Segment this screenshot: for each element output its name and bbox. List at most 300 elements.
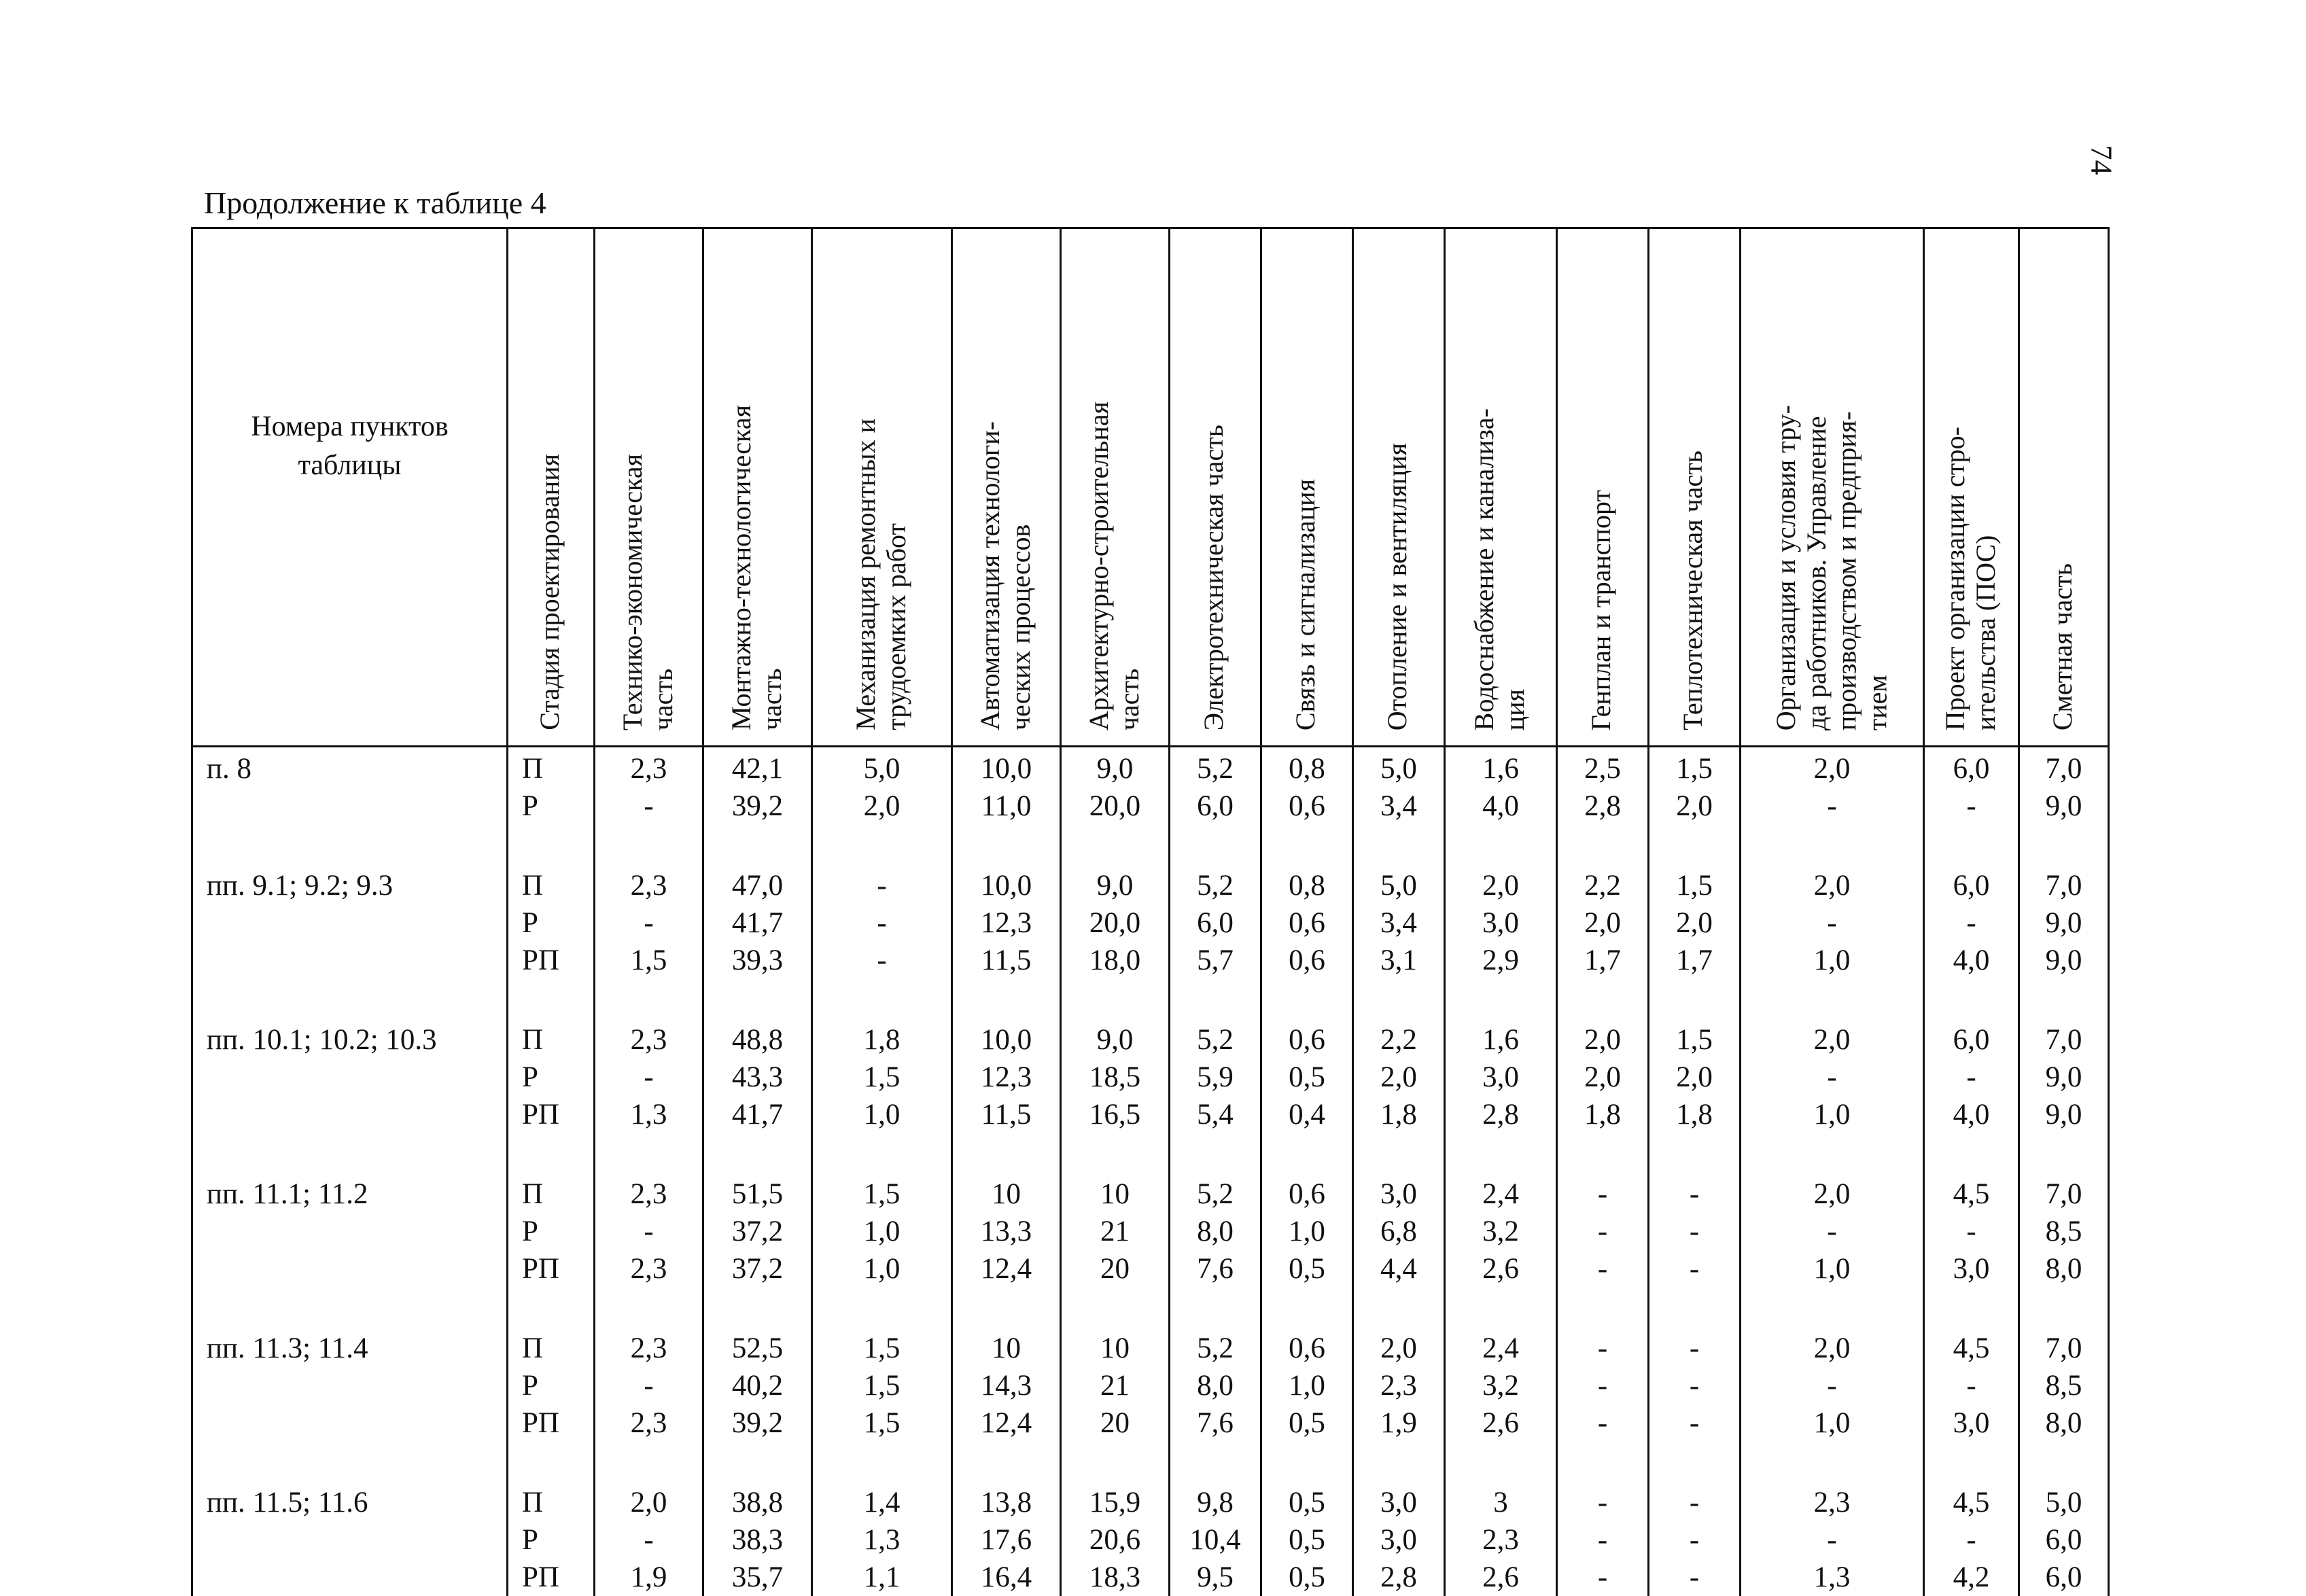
cell-value: 11,5 bbox=[953, 942, 1060, 979]
stage-value: РП bbox=[522, 1250, 593, 1288]
stage-value: Р bbox=[522, 904, 593, 942]
value-cell bbox=[703, 1173, 812, 1288]
header-electrical-label: Электротехническая часть bbox=[1199, 425, 1229, 730]
cell-value: - bbox=[813, 867, 951, 904]
header-architectural-label: Архитектурно-строительная часть bbox=[1084, 402, 1145, 730]
spacer-cell bbox=[812, 1133, 952, 1173]
cell-value: 1,0 bbox=[1741, 1096, 1923, 1133]
cell-value: 4,0 bbox=[1925, 942, 2018, 979]
header-heat-engineering-label: Теплотехническая часть bbox=[1678, 450, 1709, 730]
value-cell bbox=[2019, 747, 2109, 826]
cell-value: - bbox=[1558, 1521, 1647, 1559]
cell-value: - bbox=[1558, 1175, 1647, 1213]
value-cell bbox=[1445, 1173, 1557, 1288]
cell-value: - bbox=[1649, 1330, 1739, 1367]
value-cell bbox=[1061, 747, 1170, 826]
value-cell bbox=[1649, 747, 1741, 826]
value-cell bbox=[952, 747, 1061, 826]
cell-value: - bbox=[1925, 1059, 2018, 1096]
cell-value: 1,1 bbox=[813, 1559, 951, 1596]
cell-value: 2,0 bbox=[1558, 904, 1647, 942]
cell-value: - bbox=[1925, 787, 2018, 825]
value-cell bbox=[2019, 1327, 2109, 1442]
cell-value: 39,3 bbox=[704, 942, 811, 979]
value-cell bbox=[812, 1327, 952, 1442]
cell-value: 37,2 bbox=[704, 1250, 811, 1288]
cell-value: 12,3 bbox=[953, 1059, 1060, 1096]
spacer-cell bbox=[1741, 979, 1924, 1018]
cell-value: 1,9 bbox=[1354, 1404, 1444, 1442]
cell-value: 43,3 bbox=[704, 1059, 811, 1096]
cell-value: 2,0 bbox=[1741, 750, 1923, 787]
value-cell bbox=[1741, 1018, 1924, 1133]
cell-value: 1,6 bbox=[1446, 750, 1556, 787]
spacer-cell bbox=[1557, 1442, 1649, 1481]
stage-value: РП bbox=[522, 942, 593, 979]
cell-value: 2,0 bbox=[1741, 867, 1923, 904]
value-cell bbox=[1261, 1327, 1353, 1442]
cell-value: - bbox=[1558, 1484, 1647, 1521]
cell-value: 1,3 bbox=[595, 1096, 702, 1133]
spacer-cell bbox=[2019, 1288, 2109, 1327]
cell-value: 38,3 bbox=[704, 1521, 811, 1559]
spacer-cell bbox=[1649, 1288, 1741, 1327]
cell-value: 2,0 bbox=[595, 1484, 702, 1521]
value-cell bbox=[1170, 1327, 1261, 1442]
value-cell bbox=[812, 747, 952, 826]
cell-value: 4,0 bbox=[1925, 1096, 2018, 1133]
cell-value: 0,8 bbox=[1262, 750, 1352, 787]
cell-value: - bbox=[1741, 1521, 1923, 1559]
cell-value: 40,2 bbox=[704, 1367, 811, 1404]
table-row bbox=[192, 1018, 2109, 1133]
cell-value: - bbox=[1649, 1250, 1739, 1288]
spacer-cell bbox=[1649, 1133, 1741, 1173]
header-architectural bbox=[1061, 228, 1170, 747]
cell-value: 1,0 bbox=[1741, 1404, 1923, 1442]
cell-value: 1,5 bbox=[813, 1330, 951, 1367]
stage-value: Р bbox=[522, 1367, 593, 1404]
cell-value: 20,0 bbox=[1062, 904, 1168, 942]
cell-value: 2,3 bbox=[595, 1175, 702, 1213]
spacer-cell bbox=[812, 1288, 952, 1327]
cell-value: 4,5 bbox=[1925, 1330, 2018, 1367]
cell-value: - bbox=[1649, 1367, 1739, 1404]
value-cell bbox=[1557, 747, 1649, 826]
cell-value: - bbox=[1741, 1213, 1923, 1250]
spacer-cell bbox=[1445, 1288, 1557, 1327]
header-technical-economic bbox=[595, 228, 703, 747]
cell-value: 16,4 bbox=[953, 1559, 1060, 1596]
group-spacer bbox=[192, 1442, 2109, 1481]
cell-value: 4,5 bbox=[1925, 1484, 2018, 1521]
cell-value: 2,0 bbox=[1649, 787, 1739, 825]
cell-value: - bbox=[1925, 1213, 2018, 1250]
header-electrical bbox=[1170, 228, 1261, 747]
cell-value: 1,5 bbox=[1649, 867, 1739, 904]
header-automation bbox=[952, 228, 1061, 747]
value-cell bbox=[1170, 747, 1261, 826]
cell-value: 1,5 bbox=[813, 1175, 951, 1213]
spacer-cell bbox=[595, 1133, 703, 1173]
cell-value: 1,5 bbox=[595, 942, 702, 979]
cell-value: 51,5 bbox=[704, 1175, 811, 1213]
spacer-cell bbox=[192, 979, 508, 1018]
value-cell bbox=[1649, 1173, 1741, 1288]
spacer-cell bbox=[1649, 1442, 1741, 1481]
spacer-cell bbox=[703, 1288, 812, 1327]
cell-value: - bbox=[1558, 1559, 1647, 1596]
value-cell bbox=[1061, 1327, 1170, 1442]
value-cell bbox=[1445, 1018, 1557, 1133]
spacer-cell bbox=[952, 1133, 1061, 1173]
cell-value: 10,0 bbox=[953, 1021, 1060, 1059]
value-cell bbox=[1445, 1327, 1557, 1442]
cell-value: 3,0 bbox=[1354, 1521, 1444, 1559]
cell-value: 0,6 bbox=[1262, 1021, 1352, 1059]
cell-value: 38,8 bbox=[704, 1484, 811, 1521]
cell-value: 3,0 bbox=[1354, 1175, 1444, 1213]
cell-value: 1,4 bbox=[813, 1484, 951, 1521]
cell-value: 1,5 bbox=[813, 1404, 951, 1442]
item-number-cell bbox=[192, 1327, 508, 1442]
value-cell bbox=[1741, 1327, 1924, 1442]
spacer-cell bbox=[2019, 825, 2109, 864]
cell-value: 1,8 bbox=[1558, 1096, 1647, 1133]
cell-value: 1,3 bbox=[813, 1521, 951, 1559]
spacer-cell bbox=[192, 1288, 508, 1327]
cell-value: 0,6 bbox=[1262, 1175, 1352, 1213]
cell-value: 2,0 bbox=[813, 787, 951, 825]
cell-value: 9,0 bbox=[1062, 750, 1168, 787]
value-cell bbox=[1741, 1173, 1924, 1288]
cell-value: 1,9 bbox=[595, 1559, 702, 1596]
spacer-cell bbox=[1353, 1288, 1445, 1327]
cell-value: 1,5 bbox=[1649, 750, 1739, 787]
spacer-cell bbox=[703, 979, 812, 1018]
cell-value: 2,0 bbox=[1741, 1330, 1923, 1367]
header-technical-economic-label: Технико-экономическая часть bbox=[618, 454, 679, 730]
value-cell bbox=[703, 747, 812, 826]
table-caption: Продолжение к таблице 4 bbox=[204, 185, 546, 221]
cell-value: 9,0 bbox=[2020, 1059, 2108, 1096]
cell-value: 3 bbox=[1446, 1484, 1556, 1521]
spacer-cell bbox=[1170, 1442, 1261, 1481]
spacer-cell bbox=[1741, 1442, 1924, 1481]
table-header bbox=[192, 228, 2109, 747]
stage-cell bbox=[508, 747, 595, 826]
header-mechanization bbox=[812, 228, 952, 747]
cell-value: 1,3 bbox=[1741, 1559, 1923, 1596]
cell-value: 21 bbox=[1062, 1213, 1168, 1250]
header-heating-label: Отопление и вентиляция bbox=[1382, 443, 1413, 730]
spacer-cell bbox=[1924, 1288, 2019, 1327]
spacer-cell bbox=[1061, 825, 1170, 864]
cell-value: 2,3 bbox=[595, 1404, 702, 1442]
cell-value: 2,8 bbox=[1558, 787, 1647, 825]
value-cell bbox=[1061, 864, 1170, 979]
cell-value: 7,0 bbox=[2020, 867, 2108, 904]
header-construction-project bbox=[1924, 228, 2019, 747]
cell-value: - bbox=[1649, 1175, 1739, 1213]
cell-value: 1,8 bbox=[1354, 1096, 1444, 1133]
value-cell bbox=[595, 747, 703, 826]
stage-value: П bbox=[522, 1175, 593, 1213]
value-cell bbox=[2019, 1018, 2109, 1133]
cell-value: 3,2 bbox=[1446, 1213, 1556, 1250]
cell-value: 8,0 bbox=[2020, 1250, 2108, 1288]
spacer-cell bbox=[1741, 1133, 1924, 1173]
cell-value: 3,0 bbox=[1354, 1484, 1444, 1521]
value-cell bbox=[952, 864, 1061, 979]
value-cell bbox=[1170, 1173, 1261, 1288]
stage-value: Р bbox=[522, 1213, 593, 1250]
header-communication bbox=[1261, 228, 1353, 747]
header-general-plan-label: Генплан и транспорт bbox=[1586, 490, 1617, 730]
cell-value: 10 bbox=[1062, 1330, 1168, 1367]
cell-value: 0,6 bbox=[1262, 1330, 1352, 1367]
value-cell bbox=[812, 1018, 952, 1133]
value-cell bbox=[595, 1018, 703, 1133]
cell-value: - bbox=[1741, 904, 1923, 942]
cell-value: 1,0 bbox=[1741, 942, 1923, 979]
cell-value: 5,0 bbox=[2020, 1484, 2108, 1521]
spacer-cell bbox=[1924, 1133, 2019, 1173]
spacer-cell bbox=[2019, 979, 2109, 1018]
stage-cell bbox=[508, 1173, 595, 1288]
item-number: пп. 10.1; 10.2; 10.3 bbox=[207, 1021, 506, 1059]
value-cell bbox=[703, 1018, 812, 1133]
cell-value: 10,4 bbox=[1170, 1521, 1260, 1559]
value-cell bbox=[1353, 864, 1445, 979]
page-number: 74 bbox=[2084, 145, 2119, 175]
cell-value: 18,5 bbox=[1062, 1059, 1168, 1096]
cell-value: 10,0 bbox=[953, 750, 1060, 787]
cell-value: 5,4 bbox=[1170, 1096, 1260, 1133]
cell-value: 6,0 bbox=[1925, 1021, 2018, 1059]
spacer-cell bbox=[1924, 825, 2019, 864]
value-cell bbox=[1557, 864, 1649, 979]
spacer-cell bbox=[952, 825, 1061, 864]
cell-value: 5,2 bbox=[1170, 867, 1260, 904]
spacer-cell bbox=[2019, 1442, 2109, 1481]
spacer-cell bbox=[1261, 825, 1353, 864]
cell-value: 21 bbox=[1062, 1367, 1168, 1404]
cell-value: 3,4 bbox=[1354, 904, 1444, 942]
cell-value: 6,0 bbox=[1170, 787, 1260, 825]
cell-value: 1,0 bbox=[813, 1250, 951, 1288]
value-cell bbox=[1557, 1327, 1649, 1442]
cell-value: 41,7 bbox=[704, 904, 811, 942]
cell-value: - bbox=[1649, 1213, 1739, 1250]
cell-value: 6,8 bbox=[1354, 1213, 1444, 1250]
cell-value: 7,0 bbox=[2020, 1021, 2108, 1059]
cell-value: 52,5 bbox=[704, 1330, 811, 1367]
cell-value: 0,5 bbox=[1262, 1559, 1352, 1596]
spacer-cell bbox=[1353, 979, 1445, 1018]
cell-value: - bbox=[1649, 1521, 1739, 1559]
cell-value: - bbox=[1558, 1250, 1647, 1288]
cell-value: 9,0 bbox=[1062, 1021, 1168, 1059]
header-design-stage-label: Стадия проектирования bbox=[535, 454, 565, 730]
cell-value: 7,0 bbox=[2020, 1175, 2108, 1213]
cell-value: 2,6 bbox=[1446, 1559, 1556, 1596]
cell-value: - bbox=[1558, 1404, 1647, 1442]
cell-value: 10,0 bbox=[953, 867, 1060, 904]
spacer-cell bbox=[812, 1442, 952, 1481]
cell-value: 2,9 bbox=[1446, 942, 1556, 979]
spacer-cell bbox=[1924, 979, 2019, 1018]
value-cell bbox=[1261, 1018, 1353, 1133]
cell-value: 48,8 bbox=[704, 1021, 811, 1059]
cell-value: 2,3 bbox=[595, 1250, 702, 1288]
cell-value: 0,5 bbox=[1262, 1404, 1352, 1442]
cell-value: 11,0 bbox=[953, 787, 1060, 825]
value-cell bbox=[952, 1018, 1061, 1133]
table-row bbox=[192, 1327, 2109, 1442]
cell-value: - bbox=[595, 787, 702, 825]
value-cell bbox=[703, 864, 812, 979]
cell-value: 1,0 bbox=[813, 1096, 951, 1133]
spacer-cell bbox=[1061, 979, 1170, 1018]
table-row bbox=[192, 1173, 2109, 1288]
spacer-cell bbox=[1445, 1442, 1557, 1481]
value-cell bbox=[1557, 1018, 1649, 1133]
stage-value: Р bbox=[522, 1521, 593, 1559]
cell-value: - bbox=[1741, 1059, 1923, 1096]
cell-value: 2,3 bbox=[1446, 1521, 1556, 1559]
cell-value: 2,8 bbox=[1354, 1559, 1444, 1596]
header-water-supply bbox=[1445, 228, 1557, 747]
header-construction-project-label: Проект организации стро- ительства (ПОС) bbox=[1940, 427, 2002, 730]
cell-value: 1,8 bbox=[1649, 1096, 1739, 1133]
item-number-cell bbox=[192, 747, 508, 826]
cell-value: 0,6 bbox=[1262, 787, 1352, 825]
cell-value: 1,5 bbox=[813, 1367, 951, 1404]
cell-value: 0,6 bbox=[1262, 942, 1352, 979]
spacer-cell bbox=[508, 979, 595, 1018]
cell-value: 6,0 bbox=[1925, 867, 2018, 904]
header-installation-technological-label: Монтажно-технологическая часть bbox=[727, 405, 788, 730]
cell-value: 2,2 bbox=[1558, 867, 1647, 904]
cell-value: 20,6 bbox=[1062, 1521, 1168, 1559]
value-cell bbox=[1353, 1327, 1445, 1442]
cell-value: 2,6 bbox=[1446, 1404, 1556, 1442]
item-number: п. 8 bbox=[207, 750, 506, 787]
value-cell bbox=[1170, 864, 1261, 979]
cell-value: 7,6 bbox=[1170, 1404, 1260, 1442]
item-number-cell bbox=[192, 1018, 508, 1133]
value-cell bbox=[1741, 747, 1924, 826]
value-cell bbox=[1649, 1018, 1741, 1133]
cell-value: 3,2 bbox=[1446, 1367, 1556, 1404]
cell-value: - bbox=[1649, 1404, 1739, 1442]
cell-value: 3,0 bbox=[1446, 904, 1556, 942]
cell-value: - bbox=[1741, 1367, 1923, 1404]
cell-value: - bbox=[1925, 1521, 2018, 1559]
spacer-cell bbox=[703, 1442, 812, 1481]
cell-value: 37,2 bbox=[704, 1213, 811, 1250]
cell-value: 20 bbox=[1062, 1250, 1168, 1288]
group-spacer bbox=[192, 979, 2109, 1018]
value-cell bbox=[595, 864, 703, 979]
cell-value: 2,2 bbox=[1354, 1021, 1444, 1059]
cell-value: 9,8 bbox=[1170, 1484, 1260, 1521]
cell-value: 5,0 bbox=[1354, 750, 1444, 787]
cell-value: 4,0 bbox=[1446, 787, 1556, 825]
stage-value: Р bbox=[522, 1059, 593, 1096]
cell-value: 0,6 bbox=[1262, 904, 1352, 942]
item-number: пп. 11.3; 11.4 bbox=[207, 1330, 506, 1367]
cell-value: 47,0 bbox=[704, 867, 811, 904]
cell-value: - bbox=[595, 1367, 702, 1404]
cell-value: 10 bbox=[1062, 1175, 1168, 1213]
cell-value: 4,2 bbox=[1925, 1559, 2018, 1596]
cell-value: 5,2 bbox=[1170, 1175, 1260, 1213]
cell-value: 2,3 bbox=[595, 1330, 702, 1367]
cell-value: 17,6 bbox=[953, 1521, 1060, 1559]
cell-value: 6,0 bbox=[2020, 1521, 2108, 1559]
value-cell bbox=[703, 1327, 812, 1442]
spacer-cell bbox=[595, 1442, 703, 1481]
stage-cell bbox=[508, 1327, 595, 1442]
spacer-cell bbox=[1445, 825, 1557, 864]
value-cell bbox=[1170, 1018, 1261, 1133]
cell-value: 2,0 bbox=[1354, 1059, 1444, 1096]
cell-value: 12,3 bbox=[953, 904, 1060, 942]
cell-value: - bbox=[1925, 904, 2018, 942]
design-work-distribution-table bbox=[191, 227, 2110, 1596]
cell-value: 0,5 bbox=[1262, 1250, 1352, 1288]
cell-value: 2,0 bbox=[1741, 1021, 1923, 1059]
value-cell bbox=[595, 1327, 703, 1442]
cell-value: 9,0 bbox=[2020, 1096, 2108, 1133]
value-cell bbox=[1261, 864, 1353, 979]
cell-value: 2,3 bbox=[1741, 1484, 1923, 1521]
cell-value: 2,0 bbox=[1446, 867, 1556, 904]
cell-value: 3,0 bbox=[1446, 1059, 1556, 1096]
stage-cell bbox=[508, 1018, 595, 1133]
spacer-cell bbox=[1061, 1133, 1170, 1173]
cell-value: 2,0 bbox=[1354, 1330, 1444, 1367]
header-general-plan bbox=[1557, 228, 1649, 747]
spacer-cell bbox=[812, 825, 952, 864]
header-design-stage bbox=[508, 228, 595, 747]
cell-value: 5,7 bbox=[1170, 942, 1260, 979]
cell-value: 14,3 bbox=[953, 1367, 1060, 1404]
value-cell bbox=[1924, 864, 2019, 979]
item-number: пп. 9.1; 9.2; 9.3 bbox=[207, 867, 506, 904]
table-row bbox=[192, 864, 2109, 979]
cell-value: 3,0 bbox=[1925, 1250, 2018, 1288]
spacer-cell bbox=[1445, 979, 1557, 1018]
cell-value: - bbox=[813, 904, 951, 942]
cell-value: 6,0 bbox=[1170, 904, 1260, 942]
stage-value: Р bbox=[522, 787, 593, 825]
item-number: пп. 11.1; 11.2 bbox=[207, 1175, 506, 1213]
header-item-numbers-label: Номера пунктов таблицы bbox=[251, 411, 448, 481]
header-item-numbers bbox=[192, 228, 508, 747]
cell-value: 2,0 bbox=[1741, 1175, 1923, 1213]
cell-value: 2,6 bbox=[1446, 1250, 1556, 1288]
cell-value: 0,8 bbox=[1262, 867, 1352, 904]
spacer-cell bbox=[1170, 1133, 1261, 1173]
spacer-cell bbox=[192, 825, 508, 864]
cell-value: 1,0 bbox=[1741, 1250, 1923, 1288]
value-cell bbox=[2019, 1173, 2109, 1288]
group-spacer bbox=[192, 825, 2109, 864]
table-body bbox=[192, 747, 2109, 1596]
